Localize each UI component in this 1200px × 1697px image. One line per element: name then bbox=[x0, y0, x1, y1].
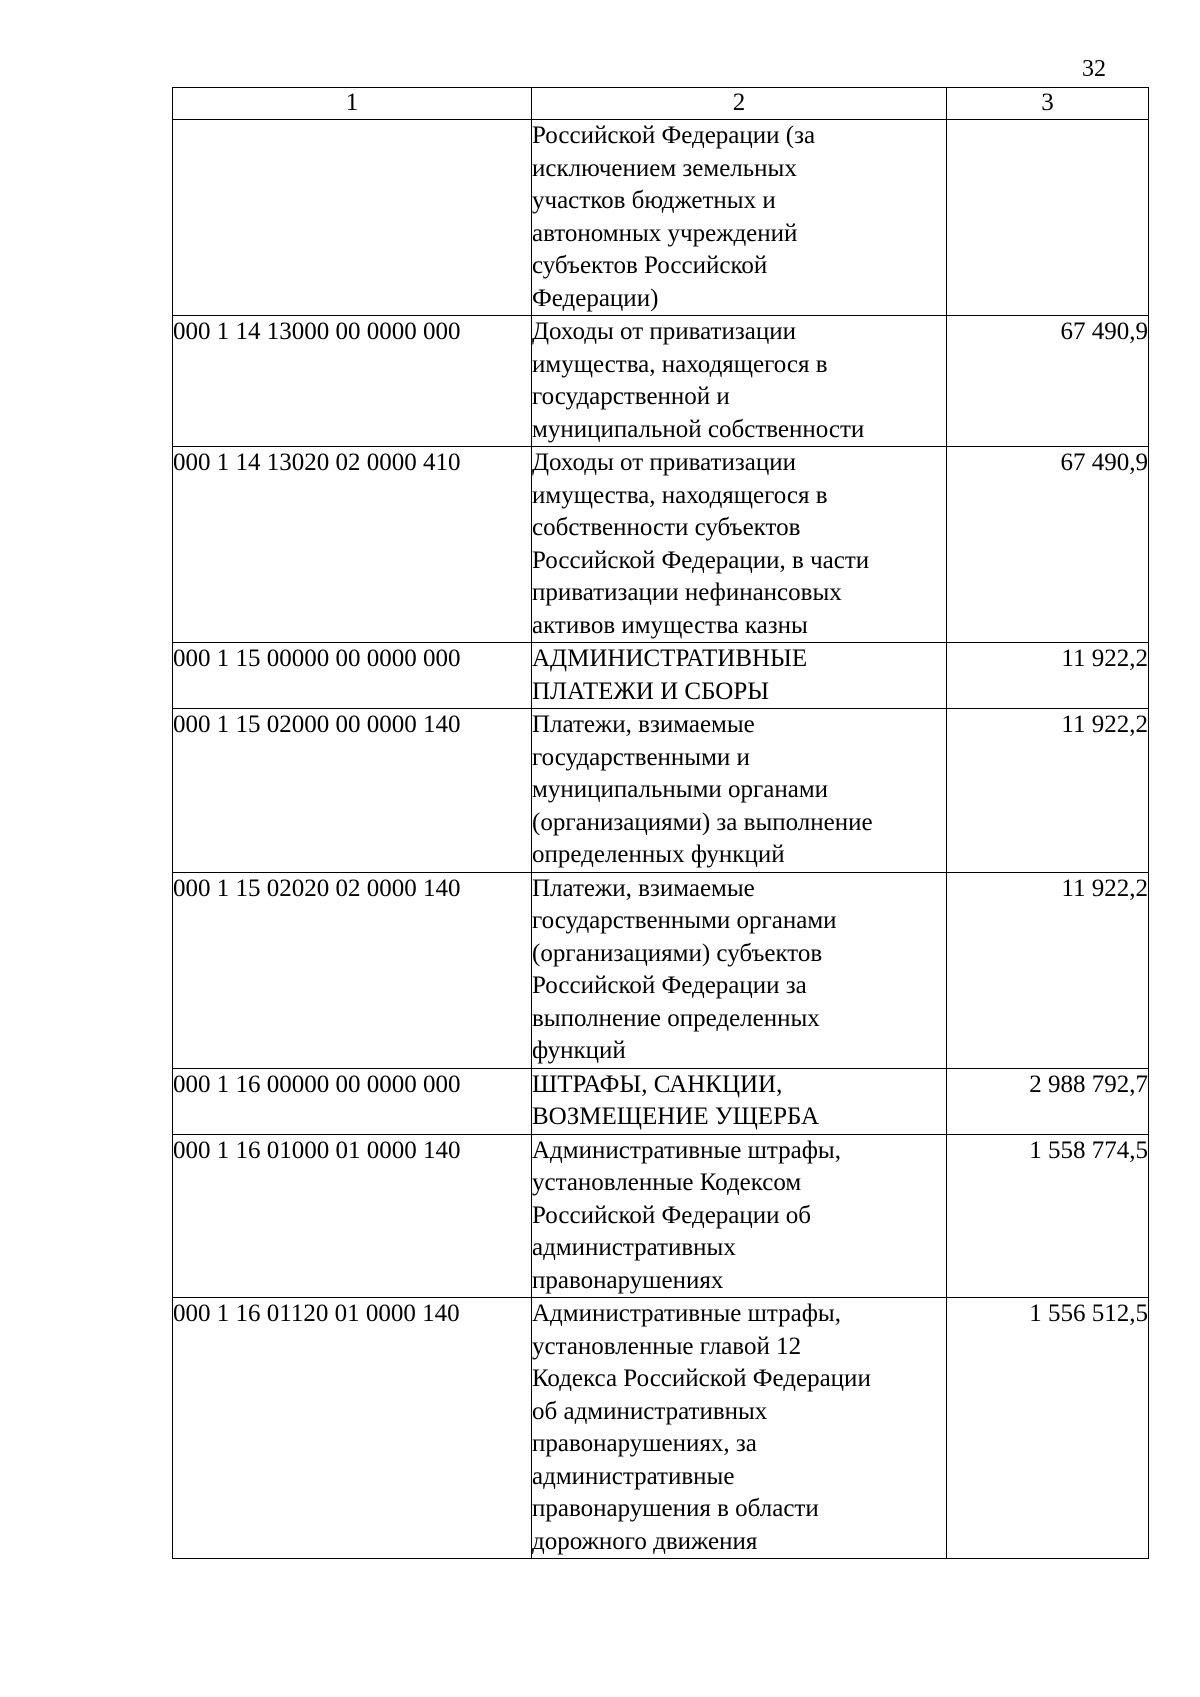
table-header-row bbox=[173, 88, 1149, 120]
row-name bbox=[532, 1298, 947, 1559]
row-name bbox=[532, 643, 947, 709]
row-name-text: Административные штрафы, установленные главой 12 Кодекса Российской Федерации об административных правонарушениях, за административные правонарушения в области дорожного движения bbox=[532, 1300, 871, 1555]
column-header-amount: 3 bbox=[947, 88, 1149, 120]
table-row bbox=[173, 120, 1149, 316]
row-amount: 1 556 512,5 bbox=[947, 1298, 1149, 1559]
budget-revenue-table bbox=[172, 87, 1149, 1559]
table-row bbox=[173, 872, 1149, 1068]
row-code: 000 1 16 00000 00 0000 000 bbox=[173, 1068, 532, 1134]
row-name bbox=[532, 709, 947, 873]
row-code: 000 1 15 00000 00 0000 000 bbox=[173, 643, 532, 709]
row-code bbox=[173, 120, 532, 316]
row-name bbox=[532, 316, 947, 447]
column-header-code: 1 bbox=[173, 88, 532, 120]
row-code: 000 1 14 13020 02 0000 410 bbox=[173, 447, 532, 643]
row-amount: 67 490,9 bbox=[947, 447, 1149, 643]
table-row bbox=[173, 1134, 1149, 1298]
row-code: 000 1 16 01120 01 0000 140 bbox=[173, 1298, 532, 1559]
row-amount: 2 988 792,7 bbox=[947, 1068, 1149, 1134]
row-name bbox=[532, 1068, 947, 1134]
row-name-text: Платежи, взимаемые государственными органами (организациями) субъектов Российской Федерации за выполнение определенных функций bbox=[532, 874, 837, 1064]
row-amount: 67 490,9 bbox=[947, 316, 1149, 447]
row-name bbox=[532, 120, 947, 316]
row-code: 000 1 15 02000 00 0000 140 bbox=[173, 709, 532, 873]
table-row bbox=[173, 1068, 1149, 1134]
row-code: 000 1 15 02020 02 0000 140 bbox=[173, 872, 532, 1068]
row-code: 000 1 16 01000 01 0000 140 bbox=[173, 1134, 532, 1298]
table-row bbox=[173, 447, 1149, 643]
row-name-text: Платежи, взимаемые государственными и муниципальными органами (организациями) за выполнение определенных функций bbox=[532, 711, 873, 868]
row-name-text: Административные штрафы, установленные Кодексом Российской Федерации об административных правонарушениях bbox=[532, 1136, 841, 1294]
row-name-text: Российской Федерации (за исключением земельных участков бюджетных и автономных учреждений субъектов Российской Федерации) bbox=[532, 122, 816, 312]
row-amount: 11 922,2 bbox=[947, 643, 1149, 709]
row-name-text: ШТРАФЫ, САНКЦИИ, ВОЗМЕЩЕНИЕ УЩЕРБА bbox=[532, 1070, 820, 1130]
row-name bbox=[532, 872, 947, 1068]
row-name-text: Доходы от приватизации имущества, находящегося в собственности субъектов Российской Федерации, в части приватизации нефинансовых активов имущества казны bbox=[532, 449, 870, 639]
table-row bbox=[173, 643, 1149, 709]
row-amount: 1 558 774,5 bbox=[947, 1134, 1149, 1298]
row-amount bbox=[947, 120, 1149, 316]
table-row bbox=[173, 316, 1149, 447]
table-row bbox=[173, 709, 1149, 873]
row-name-text: АДМИНИСТРАТИВНЫЕ ПЛАТЕЖИ И СБОРЫ bbox=[532, 645, 808, 705]
page-number: 32 bbox=[1082, 56, 1106, 82]
row-code: 000 1 14 13000 00 0000 000 bbox=[173, 316, 532, 447]
row-amount: 11 922,2 bbox=[947, 709, 1149, 873]
row-name-text: Доходы от приватизации имущества, находящегося в государственной и муниципальной собственности bbox=[532, 318, 865, 443]
table-row bbox=[173, 1298, 1149, 1559]
column-header-name: 2 bbox=[532, 88, 947, 120]
row-name bbox=[532, 1134, 947, 1298]
row-amount: 11 922,2 bbox=[947, 872, 1149, 1068]
row-name bbox=[532, 447, 947, 643]
